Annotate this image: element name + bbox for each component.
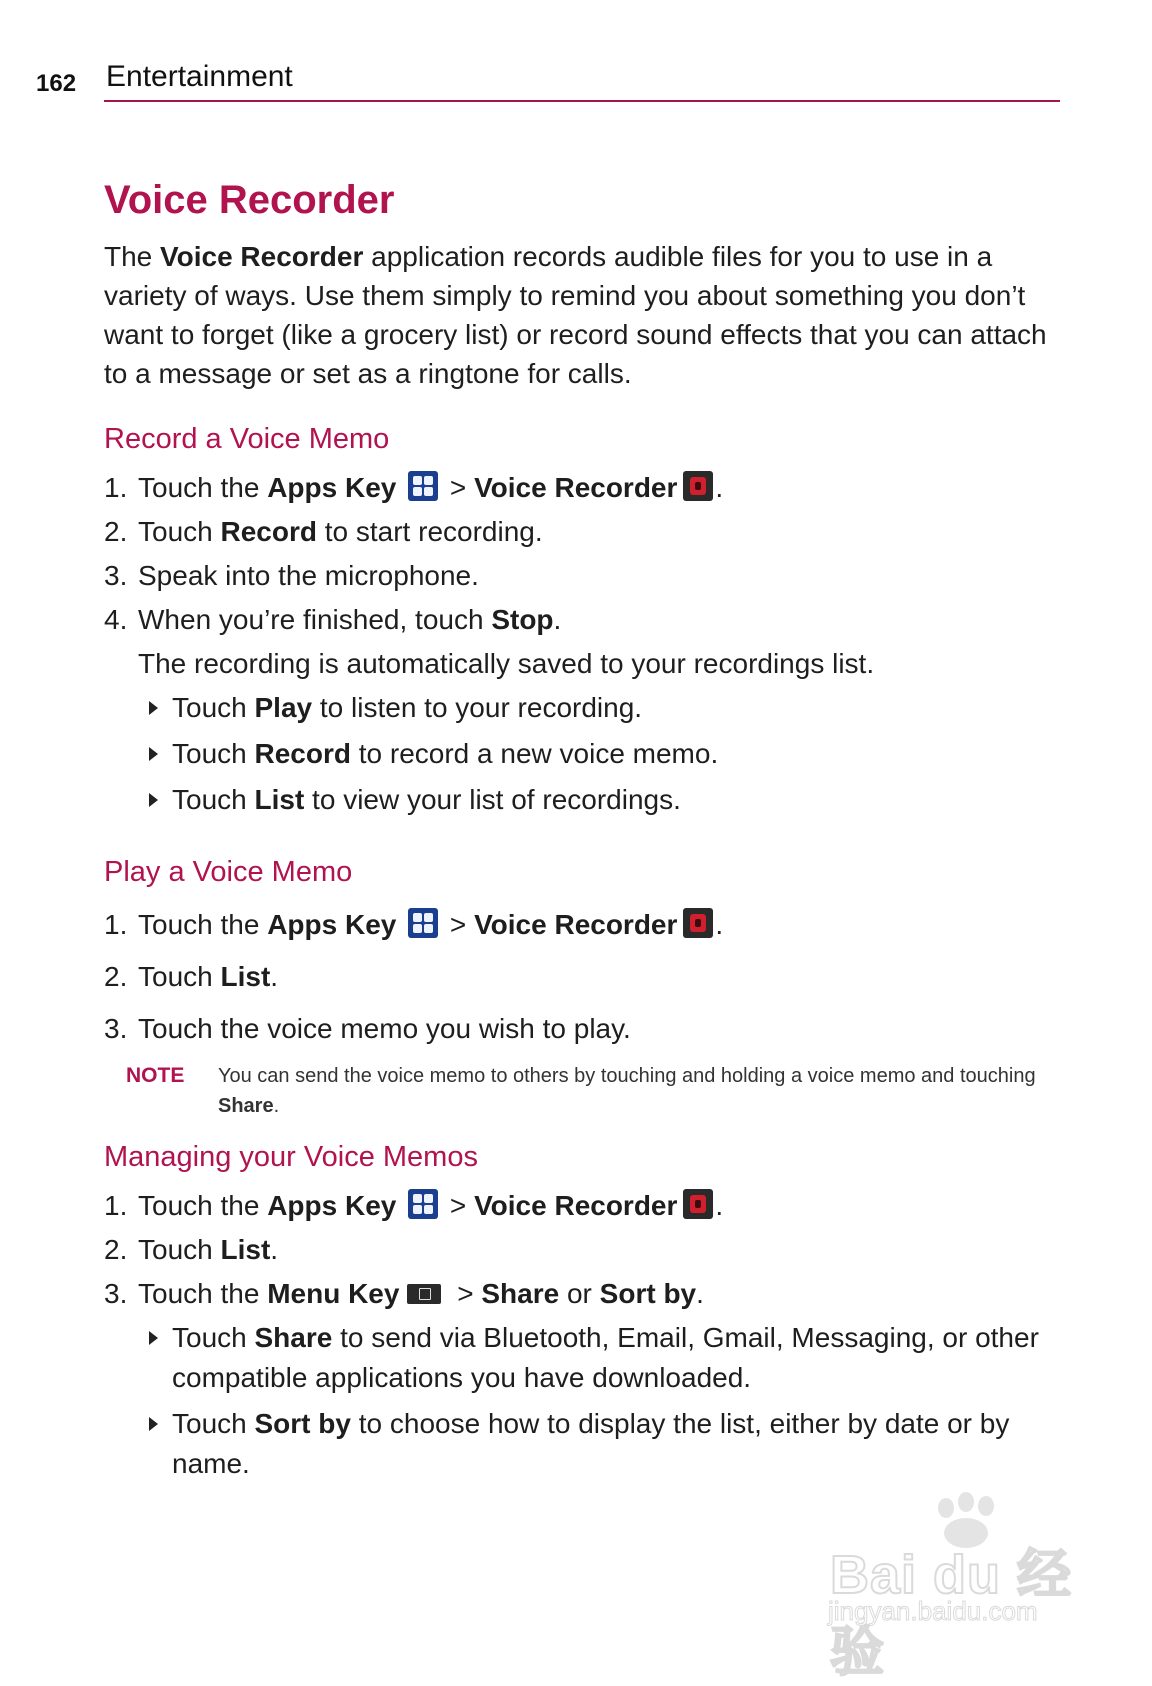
- record-steps: [104, 466, 1064, 642]
- intro-paragraph: The Voice Recorder application records audible files for you to use in a variety of ways. Use them simply to remind you about something you don’t want to forget (like a grocery list) or record sound effects that you can attach to a message or set as a ringtone for calls.: [104, 241, 1047, 389]
- paw-icon: [938, 1498, 954, 1518]
- bullet-item: Touch Share to send via Bluetooth, Email, Gmail, Messaging, or other compatible applications you have downloaded.: [104, 1318, 1064, 1398]
- play-section: [104, 856, 1064, 1121]
- page-number: 162: [36, 70, 77, 97]
- section-title: Entertainment: [106, 60, 293, 93]
- record-section: [104, 423, 1064, 820]
- record-bullets: [104, 688, 1064, 820]
- note-box: NOTE You can send the voice memo to others by touching and holding a voice memo and touching Share.: [104, 1061, 1064, 1121]
- bullet-item: Touch List to view your list of recordings.: [104, 780, 1064, 820]
- watermark-url: jingyan.baidu.com: [828, 1596, 1038, 1626]
- watermark-brand: Bai du 经验: [830, 1545, 1073, 1682]
- menu-key-icon: [407, 1284, 441, 1304]
- bullet-triangle-icon: [149, 747, 158, 761]
- page-header: [36, 56, 1060, 106]
- voice-recorder-icon: [683, 908, 713, 938]
- auto-save-text: The recording is automatically saved to your recordings list.: [138, 648, 875, 679]
- list-item: 3. Speak into the microphone.: [104, 560, 479, 591]
- record-heading: Record a Voice Memo: [104, 423, 390, 455]
- list-item: 4. When you’re finished, touch Stop.: [104, 604, 562, 635]
- header-rule: [104, 100, 1060, 102]
- list-item: 2. Touch Record to start recording.: [104, 516, 543, 547]
- baidu-watermark: [826, 1492, 1096, 1682]
- list-item: 1. Touch the Apps Key > Voice Recorder .: [104, 1190, 724, 1221]
- note-label: NOTE: [126, 1064, 185, 1087]
- apps-key-icon: [408, 471, 438, 501]
- list-item: 3. Touch the voice memo you wish to play.: [104, 1013, 631, 1044]
- voice-recorder-icon: [683, 471, 713, 501]
- manage-heading: Managing your Voice Memos: [104, 1141, 478, 1173]
- manage-steps: [104, 1184, 1064, 1316]
- list-item: 1. Touch the Apps Key > Voice Recorder .: [104, 472, 724, 503]
- bullet-triangle-icon: [149, 793, 158, 807]
- bullet-triangle-icon: [149, 1417, 158, 1431]
- bullet-item: Touch Play to listen to your recording.: [104, 688, 1064, 728]
- page-content: [104, 178, 1064, 1490]
- page-title: Voice Recorder: [104, 178, 395, 222]
- play-heading: Play a Voice Memo: [104, 856, 353, 888]
- manage-bullets: [104, 1318, 1064, 1484]
- bullet-item: Touch Record to record a new voice memo.: [104, 734, 1064, 774]
- manage-section: [104, 1141, 1064, 1484]
- bullet-triangle-icon: [149, 701, 158, 715]
- bullet-item: Touch Sort by to choose how to display the list, either by date or by name.: [104, 1404, 1064, 1484]
- bullet-triangle-icon: [149, 1331, 158, 1345]
- list-item: 3. Touch the Menu Key > Share or Sort by.: [104, 1278, 704, 1309]
- play-steps: [104, 899, 1064, 1055]
- apps-key-icon: [408, 908, 438, 938]
- list-item: 2. Touch List.: [104, 961, 279, 992]
- list-item: 2. Touch List.: [104, 1234, 279, 1265]
- voice-recorder-icon: [683, 1189, 713, 1219]
- apps-key-icon: [408, 1189, 438, 1219]
- list-item: 1. Touch the Apps Key > Voice Recorder .: [104, 909, 724, 940]
